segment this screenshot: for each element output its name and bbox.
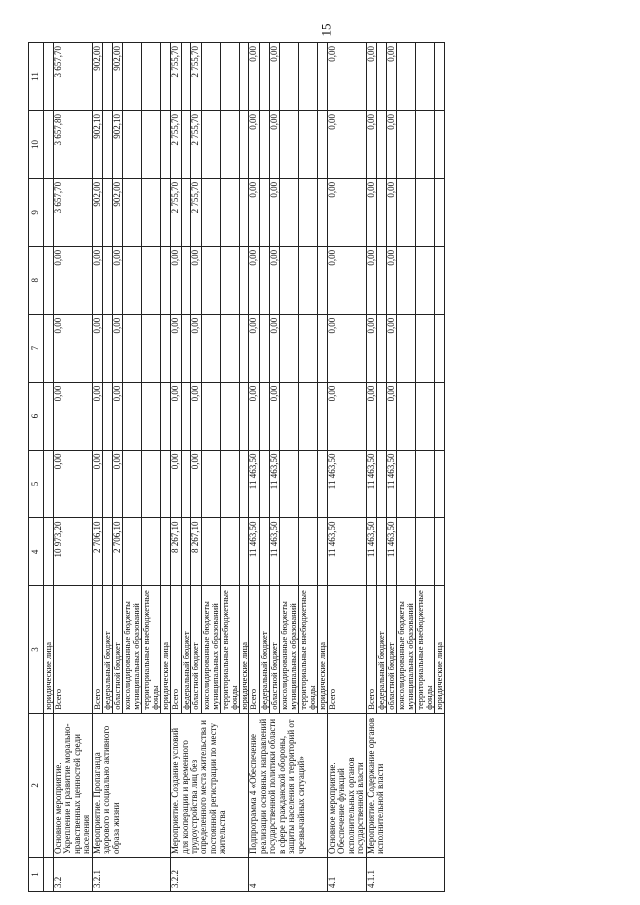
- budget-value: 0,00: [387, 246, 397, 314]
- table-row: [327, 43, 366, 892]
- funding-source: консолидированные бюджеты муниципальных образований: [123, 586, 142, 713]
- section-description: Мероприятие. Создание условий для кооперации и временного трудоустройства лиц без определенного места жительства и постоянной регистрации по месту жительства: [171, 713, 249, 857]
- budget-value: 902,10: [113, 111, 123, 179]
- budget-value: 2 706,10: [113, 518, 123, 586]
- table-row: [366, 43, 376, 892]
- funding-source: юридические лица: [435, 586, 445, 713]
- budget-value: [161, 111, 171, 179]
- funding-source: Всего: [366, 586, 376, 713]
- section-number: 3.2.2: [171, 858, 249, 892]
- budget-value: 0,00: [171, 314, 181, 382]
- budget-value: [377, 43, 387, 111]
- budget-value: 3 657,80: [53, 111, 92, 179]
- budget-value: 11 463,50: [366, 450, 376, 518]
- budget-value: [317, 246, 327, 314]
- header-row: [29, 43, 44, 892]
- budget-value: [220, 314, 239, 382]
- budget-value: [161, 178, 171, 246]
- budget-value: [181, 43, 191, 111]
- section-description: Мероприятие. Пропаганда здорового и социально активного образа жизни: [92, 713, 170, 857]
- budget-value: [220, 111, 239, 179]
- budget-value: [317, 178, 327, 246]
- budget-value: 0,00: [387, 314, 397, 382]
- budget-value: 0,00: [327, 43, 366, 111]
- budget-value: [280, 450, 299, 518]
- budget-value: 2 755,70: [191, 43, 201, 111]
- funding-source: консолидированные бюджеты муниципальных образований: [397, 586, 416, 713]
- budget-value: [259, 450, 269, 518]
- budget-value: [123, 111, 142, 179]
- budget-value: 11 463,50: [249, 518, 259, 586]
- table-row: [92, 43, 102, 892]
- budget-value: [142, 178, 161, 246]
- budget-value: 0,00: [53, 450, 92, 518]
- budget-value: 11 463,50: [249, 450, 259, 518]
- header-cell: 10: [29, 111, 44, 179]
- row-number: [44, 858, 54, 892]
- budget-value: 902,00: [92, 43, 102, 111]
- budget-value: [103, 43, 113, 111]
- budget-value: [259, 314, 269, 382]
- funding-source: Всего: [171, 586, 181, 713]
- budget-value: 11 463,50: [327, 518, 366, 586]
- funding-source: федеральный бюджет: [377, 586, 387, 713]
- budget-value: [299, 518, 318, 586]
- budget-value: 0,00: [113, 382, 123, 450]
- budget-value: [377, 246, 387, 314]
- budget-value: [259, 178, 269, 246]
- budget-value: 0,00: [269, 178, 279, 246]
- budget-value: [142, 382, 161, 450]
- budget-value: 0,00: [366, 178, 376, 246]
- header-cell: 7: [29, 314, 44, 382]
- budget-value: [220, 43, 239, 111]
- budget-value: [123, 178, 142, 246]
- budget-value: 0,00: [249, 314, 259, 382]
- budget-value: 2 706,10: [92, 518, 102, 586]
- row-category: юридические лица: [44, 586, 54, 713]
- budget-value: 0,00: [269, 246, 279, 314]
- budget-value: [435, 43, 445, 111]
- budget-value: [123, 314, 142, 382]
- budget-value: [280, 382, 299, 450]
- funding-source: федеральный бюджет: [259, 586, 269, 713]
- budget-value: [161, 450, 171, 518]
- budget-value: [317, 450, 327, 518]
- budget-value: [103, 178, 113, 246]
- budget-value: [280, 518, 299, 586]
- budget-value: [103, 518, 113, 586]
- budget-value: 0,00: [269, 314, 279, 382]
- budget-value: [397, 178, 416, 246]
- budget-value: [317, 518, 327, 586]
- section-description: Основное мероприятие. Обеспечение функций исполнительных органов государственной власти: [327, 713, 366, 857]
- budget-value: [239, 43, 249, 111]
- budget-value: [220, 382, 239, 450]
- header-cell: 9: [29, 178, 44, 246]
- budget-value: 0,00: [191, 314, 201, 382]
- funding-source: юридические лица: [317, 586, 327, 713]
- rotated-table-area: [28, 42, 618, 892]
- budget-value: 0,00: [366, 314, 376, 382]
- budget-value: [435, 178, 445, 246]
- budget-value: 0,00: [249, 111, 259, 179]
- row-value: [44, 314, 54, 382]
- budget-value: [377, 178, 387, 246]
- budget-value: [377, 518, 387, 586]
- budget-value: [280, 178, 299, 246]
- budget-value: [416, 111, 435, 179]
- budget-value: [201, 314, 220, 382]
- budget-value: [397, 450, 416, 518]
- funding-source: областной бюджет: [113, 586, 123, 713]
- budget-value: 0,00: [191, 450, 201, 518]
- budget-value: [123, 246, 142, 314]
- table-row: [171, 43, 181, 892]
- header-cell: 3: [29, 586, 44, 713]
- budget-value: [201, 246, 220, 314]
- budget-value: [181, 450, 191, 518]
- budget-value: [317, 43, 327, 111]
- budget-value: [299, 450, 318, 518]
- budget-value: [259, 43, 269, 111]
- funding-source: консолидированные бюджеты муниципальных образований: [280, 586, 299, 713]
- budget-value: [220, 178, 239, 246]
- budget-value: 0,00: [191, 246, 201, 314]
- budget-value: [239, 382, 249, 450]
- budget-value: [181, 382, 191, 450]
- budget-value: [181, 111, 191, 179]
- budget-value: 902,00: [113, 43, 123, 111]
- budget-value: 0,00: [327, 111, 366, 179]
- budget-value: [416, 178, 435, 246]
- budget-value: 0,00: [113, 314, 123, 382]
- budget-value: 2 755,70: [191, 111, 201, 179]
- budget-value: 0,00: [269, 111, 279, 179]
- funding-source: областной бюджет: [387, 586, 397, 713]
- budget-value: 0,00: [92, 450, 102, 518]
- funding-source: Всего: [92, 586, 102, 713]
- budget-value: [435, 246, 445, 314]
- table-row: [53, 43, 92, 892]
- budget-value: [239, 246, 249, 314]
- budget-value: [435, 314, 445, 382]
- header-cell: 5: [29, 450, 44, 518]
- budget-value: [416, 314, 435, 382]
- budget-value: 2 755,70: [191, 178, 201, 246]
- budget-value: [142, 518, 161, 586]
- page-number: 15: [318, 23, 334, 37]
- budget-value: 8 267,10: [191, 518, 201, 586]
- budget-value: [397, 111, 416, 179]
- budget-value: 2 755,70: [171, 111, 181, 179]
- funding-source: территориальные внебюджетные фонды: [220, 586, 239, 713]
- section-number: 3.2: [53, 858, 92, 892]
- budget-value: 0,00: [92, 382, 102, 450]
- budget-value: [299, 43, 318, 111]
- budget-value: [259, 518, 269, 586]
- budget-value: [142, 43, 161, 111]
- budget-value: [201, 518, 220, 586]
- budget-value: [142, 450, 161, 518]
- budget-value: [280, 246, 299, 314]
- budget-value: 0,00: [113, 450, 123, 518]
- budget-value: [201, 450, 220, 518]
- budget-value: [280, 314, 299, 382]
- budget-value: [142, 246, 161, 314]
- budget-value: 0,00: [387, 111, 397, 179]
- budget-value: [181, 314, 191, 382]
- budget-value: 8 267,10: [171, 518, 181, 586]
- header-cell: 4: [29, 518, 44, 586]
- budget-value: 0,00: [113, 246, 123, 314]
- header-cell: 2: [29, 713, 44, 857]
- budget-value: 902,00: [92, 178, 102, 246]
- budget-value: [181, 518, 191, 586]
- budget-value: 2 755,70: [171, 43, 181, 111]
- budget-value: [201, 43, 220, 111]
- budget-value: 0,00: [53, 246, 92, 314]
- budget-value: 0,00: [366, 43, 376, 111]
- budget-value: [239, 518, 249, 586]
- budget-value: 0,00: [171, 246, 181, 314]
- budget-value: [123, 382, 142, 450]
- budget-value: [103, 111, 113, 179]
- row-value: [44, 178, 54, 246]
- budget-value: [397, 382, 416, 450]
- budget-value: 11 463,50: [269, 450, 279, 518]
- budget-value: [220, 518, 239, 586]
- budget-value: 0,00: [92, 314, 102, 382]
- budget-value: [181, 246, 191, 314]
- budget-value: [239, 111, 249, 179]
- budget-value: 3 657,70: [53, 43, 92, 111]
- budget-value: [280, 43, 299, 111]
- funding-source: Всего: [53, 586, 92, 713]
- budget-value: 11 463,50: [269, 518, 279, 586]
- budget-value: 11 463,50: [387, 518, 397, 586]
- header-cell: 6: [29, 382, 44, 450]
- budget-value: [435, 518, 445, 586]
- budget-value: [103, 450, 113, 518]
- budget-value: [397, 43, 416, 111]
- budget-value: 0,00: [327, 314, 366, 382]
- budget-value: 0,00: [92, 246, 102, 314]
- row-value: [44, 43, 54, 111]
- budget-value: 3 657,70: [53, 178, 92, 246]
- section-number: 4: [249, 858, 327, 892]
- section-description: Основное мероприятие. Укрепление и развитие морально-нравственных ценностей среди населения: [53, 713, 92, 857]
- budget-value: [416, 246, 435, 314]
- table-row: [44, 43, 54, 892]
- budget-value: 0,00: [387, 178, 397, 246]
- budget-value: [299, 178, 318, 246]
- budget-value: [299, 111, 318, 179]
- budget-value: 2 755,70: [171, 178, 181, 246]
- budget-value: [377, 450, 387, 518]
- budget-value: [377, 382, 387, 450]
- header-cell: 11: [29, 43, 44, 111]
- table-row: [249, 43, 259, 892]
- budget-value: [435, 382, 445, 450]
- budget-value: 0,00: [387, 43, 397, 111]
- budget-value: [259, 246, 269, 314]
- section-description: Мероприятие. Содержание органов исполнительной власти: [366, 713, 444, 857]
- rotated-table-wrapper: [28, 42, 618, 892]
- budget-value: [317, 382, 327, 450]
- budget-value: [161, 246, 171, 314]
- budget-value: [299, 382, 318, 450]
- budget-value: [220, 450, 239, 518]
- budget-value: 0,00: [366, 246, 376, 314]
- budget-value: [239, 178, 249, 246]
- funding-source: консолидированные бюджеты муниципальных образований: [201, 586, 220, 713]
- budget-value: [317, 314, 327, 382]
- budget-value: [416, 450, 435, 518]
- budget-value: 0,00: [249, 382, 259, 450]
- budget-value: [220, 246, 239, 314]
- budget-value: 0,00: [387, 382, 397, 450]
- row-value: [44, 450, 54, 518]
- budget-value: 11 463,50: [387, 450, 397, 518]
- budget-value: 0,00: [327, 382, 366, 450]
- budget-value: 11 463,50: [366, 518, 376, 586]
- budget-value: 902,00: [113, 178, 123, 246]
- funding-source: юридические лица: [239, 586, 249, 713]
- budget-value: [299, 246, 318, 314]
- budget-value: 0,00: [269, 43, 279, 111]
- budget-value: [201, 382, 220, 450]
- budget-value: 0,00: [53, 382, 92, 450]
- budget-value: [123, 518, 142, 586]
- budget-value: 0,00: [171, 382, 181, 450]
- row-value: [44, 246, 54, 314]
- funding-source: федеральный бюджет: [181, 586, 191, 713]
- budget-value: [259, 111, 269, 179]
- budget-value: [397, 314, 416, 382]
- budget-value: [161, 382, 171, 450]
- budget-value: 0,00: [171, 450, 181, 518]
- budget-value: 0,00: [269, 382, 279, 450]
- budget-value: 11 463,50: [327, 450, 366, 518]
- budget-table: [28, 42, 445, 892]
- budget-value: [161, 518, 171, 586]
- budget-value: 902,10: [92, 111, 102, 179]
- row-value: [44, 518, 54, 586]
- budget-value: 0,00: [327, 178, 366, 246]
- header-cell: 8: [29, 246, 44, 314]
- row-description: [44, 713, 54, 857]
- budget-value: [397, 246, 416, 314]
- budget-value: [201, 178, 220, 246]
- budget-value: [435, 111, 445, 179]
- budget-value: [161, 43, 171, 111]
- budget-value: [142, 314, 161, 382]
- budget-value: [123, 450, 142, 518]
- budget-value: [161, 314, 171, 382]
- funding-source: Всего: [327, 586, 366, 713]
- budget-value: 0,00: [249, 178, 259, 246]
- budget-value: [239, 314, 249, 382]
- budget-value: [377, 111, 387, 179]
- row-value: [44, 382, 54, 450]
- section-number: 3.2.1: [92, 858, 170, 892]
- budget-value: 10 973,20: [53, 518, 92, 586]
- section-number: 4.1: [327, 858, 366, 892]
- row-value: [44, 111, 54, 179]
- funding-source: Всего: [249, 586, 259, 713]
- budget-value: [103, 382, 113, 450]
- funding-source: областной бюджет: [191, 586, 201, 713]
- funding-source: областной бюджет: [269, 586, 279, 713]
- budget-value: [416, 518, 435, 586]
- budget-value: [435, 450, 445, 518]
- budget-value: [201, 111, 220, 179]
- budget-value: [416, 43, 435, 111]
- funding-source: территориальные внебюджетные фонды: [142, 586, 161, 713]
- section-description: Подпрограмма 4 «Обеспечение реализации основных направлений государственной политики области в сфере гражданской обороны, защиты населения и территорий от чрезвычайных ситуаций»: [249, 713, 327, 857]
- budget-value: 0,00: [366, 111, 376, 179]
- budget-value: 0,00: [53, 314, 92, 382]
- budget-value: [239, 450, 249, 518]
- budget-value: 0,00: [249, 43, 259, 111]
- funding-source: территориальные внебюджетные фонды: [416, 586, 435, 713]
- header-cell: 1: [29, 858, 44, 892]
- budget-value: 0,00: [249, 246, 259, 314]
- funding-source: федеральный бюджет: [103, 586, 113, 713]
- budget-value: [317, 111, 327, 179]
- funding-source: территориальные внебюджетные фонды: [299, 586, 318, 713]
- budget-value: [123, 43, 142, 111]
- budget-value: [377, 314, 387, 382]
- budget-value: [259, 382, 269, 450]
- budget-value: 0,00: [366, 382, 376, 450]
- budget-value: [397, 518, 416, 586]
- budget-value: 0,00: [327, 246, 366, 314]
- budget-value: 0,00: [191, 382, 201, 450]
- table-body: [44, 43, 445, 892]
- budget-value: [103, 246, 113, 314]
- funding-source: юридические лица: [161, 586, 171, 713]
- budget-value: [181, 178, 191, 246]
- budget-value: [103, 314, 113, 382]
- section-number: 4.1.1: [366, 858, 444, 892]
- budget-value: [280, 111, 299, 179]
- budget-value: [299, 314, 318, 382]
- budget-value: [142, 111, 161, 179]
- budget-value: [416, 382, 435, 450]
